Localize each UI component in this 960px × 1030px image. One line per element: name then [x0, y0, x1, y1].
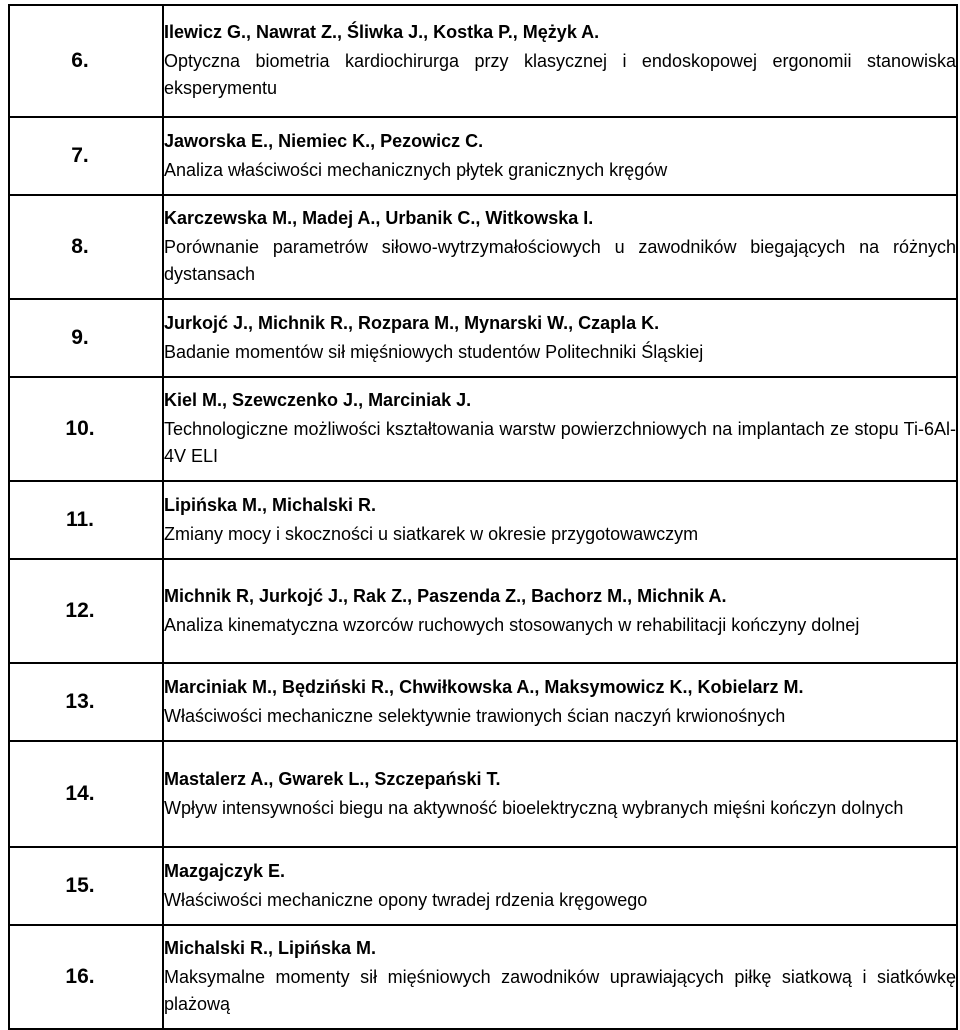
table-row — [9, 741, 957, 847]
entry-authors: Jurkojć J., Michnik R., Rozpara M., Mynarski W., Czapla K. — [164, 312, 660, 333]
table-row — [9, 925, 957, 1029]
entry-content — [163, 481, 957, 559]
entry-authors: Michnik R, Jurkojć J., Rak Z., Paszenda Z., Bachorz M., Michnik A. — [164, 585, 727, 606]
entry-authors: Mazgajczyk E. — [164, 860, 286, 881]
entry-authors: Jaworska E., Niemiec K., Pezowicz C. — [164, 130, 484, 151]
table-row — [9, 481, 957, 559]
entry-title: Maksymalne momenty sił mięśniowych zawodników uprawiających piłkę siatkową i siatkówkę plażową — [164, 967, 956, 1014]
table-row — [9, 377, 957, 481]
table-row — [9, 663, 957, 741]
entry-authors: Kiel M., Szewczenko J., Marciniak J. — [164, 390, 472, 410]
entry-number: 15. — [9, 847, 163, 925]
entry-number: 12. — [9, 559, 163, 663]
entry-authors: Karczewska M., Madej A., Urbanik C., Witkowska I. — [164, 208, 594, 228]
entry-number: 9. — [9, 299, 163, 377]
entry-title: Właściwości mechaniczne opony twradej rdzenia kręgowego — [164, 889, 648, 910]
entry-content — [163, 847, 957, 925]
table-row — [9, 195, 957, 299]
entry-number: 10. — [9, 377, 163, 481]
table-row — [9, 847, 957, 925]
entry-content — [163, 663, 957, 741]
entry-number: 14. — [9, 741, 163, 847]
entry-number: 16. — [9, 925, 163, 1029]
entry-title: Technologiczne możliwości kształtowania warstw powierzchniowych na implantach ze stopu Ti-6Al-4V ELI — [164, 419, 956, 466]
entry-authors: Mastalerz A., Gwarek L., Szczepański T. — [164, 768, 501, 789]
table-row — [9, 5, 957, 117]
entry-authors: Marciniak M., Będziński R., Chwiłkowska A., Maksymowicz K., Kobielarz M. — [164, 676, 804, 697]
entry-number: 8. — [9, 195, 163, 299]
entry-content — [163, 925, 957, 1029]
entry-title: Właściwości mechaniczne selektywnie trawionych ścian naczyń krwionośnych — [164, 705, 786, 726]
publication-table-body — [9, 5, 957, 1029]
entry-title: Wpływ intensywności biegu na aktywność bioelektryczną wybranych mięśni kończyn dolnych — [164, 797, 904, 818]
publication-table — [8, 4, 958, 1030]
entry-title: Porównanie parametrów siłowo-wytrzymałościowych u zawodników biegających na różnych dystansach — [164, 237, 956, 284]
entry-content — [163, 117, 957, 195]
entry-content — [163, 5, 957, 117]
entry-number: 13. — [9, 663, 163, 741]
entry-title: Zmiany mocy i skoczności u siatkarek w okresie przygotowawczym — [164, 523, 699, 544]
table-row — [9, 299, 957, 377]
entry-authors: Ilewicz G., Nawrat Z., Śliwka J., Kostka P., Mężyk A. — [164, 22, 600, 42]
entry-content — [163, 559, 957, 663]
entry-content — [163, 741, 957, 847]
entry-title: Badanie momentów sił mięśniowych studentów Politechniki Śląskiej — [164, 341, 704, 362]
table-row — [9, 117, 957, 195]
entry-authors: Lipińska M., Michalski R. — [164, 494, 377, 515]
table-row — [9, 559, 957, 663]
entry-number: 11. — [9, 481, 163, 559]
entry-content — [163, 195, 957, 299]
entry-authors: Michalski R., Lipińska M. — [164, 938, 377, 958]
entry-title: Analiza właściwości mechanicznych płytek granicznych kręgów — [164, 159, 668, 180]
entry-content — [163, 377, 957, 481]
entry-number: 7. — [9, 117, 163, 195]
entry-title: Optyczna biometria kardiochirurga przy klasycznej i endoskopowej ergonomii stanowiska eksperymentu — [164, 51, 956, 98]
entry-number: 6. — [9, 5, 163, 117]
entry-content — [163, 299, 957, 377]
entry-title: Analiza kinematyczna wzorców ruchowych stosowanych w rehabilitacji kończyny dolnej — [164, 614, 860, 635]
